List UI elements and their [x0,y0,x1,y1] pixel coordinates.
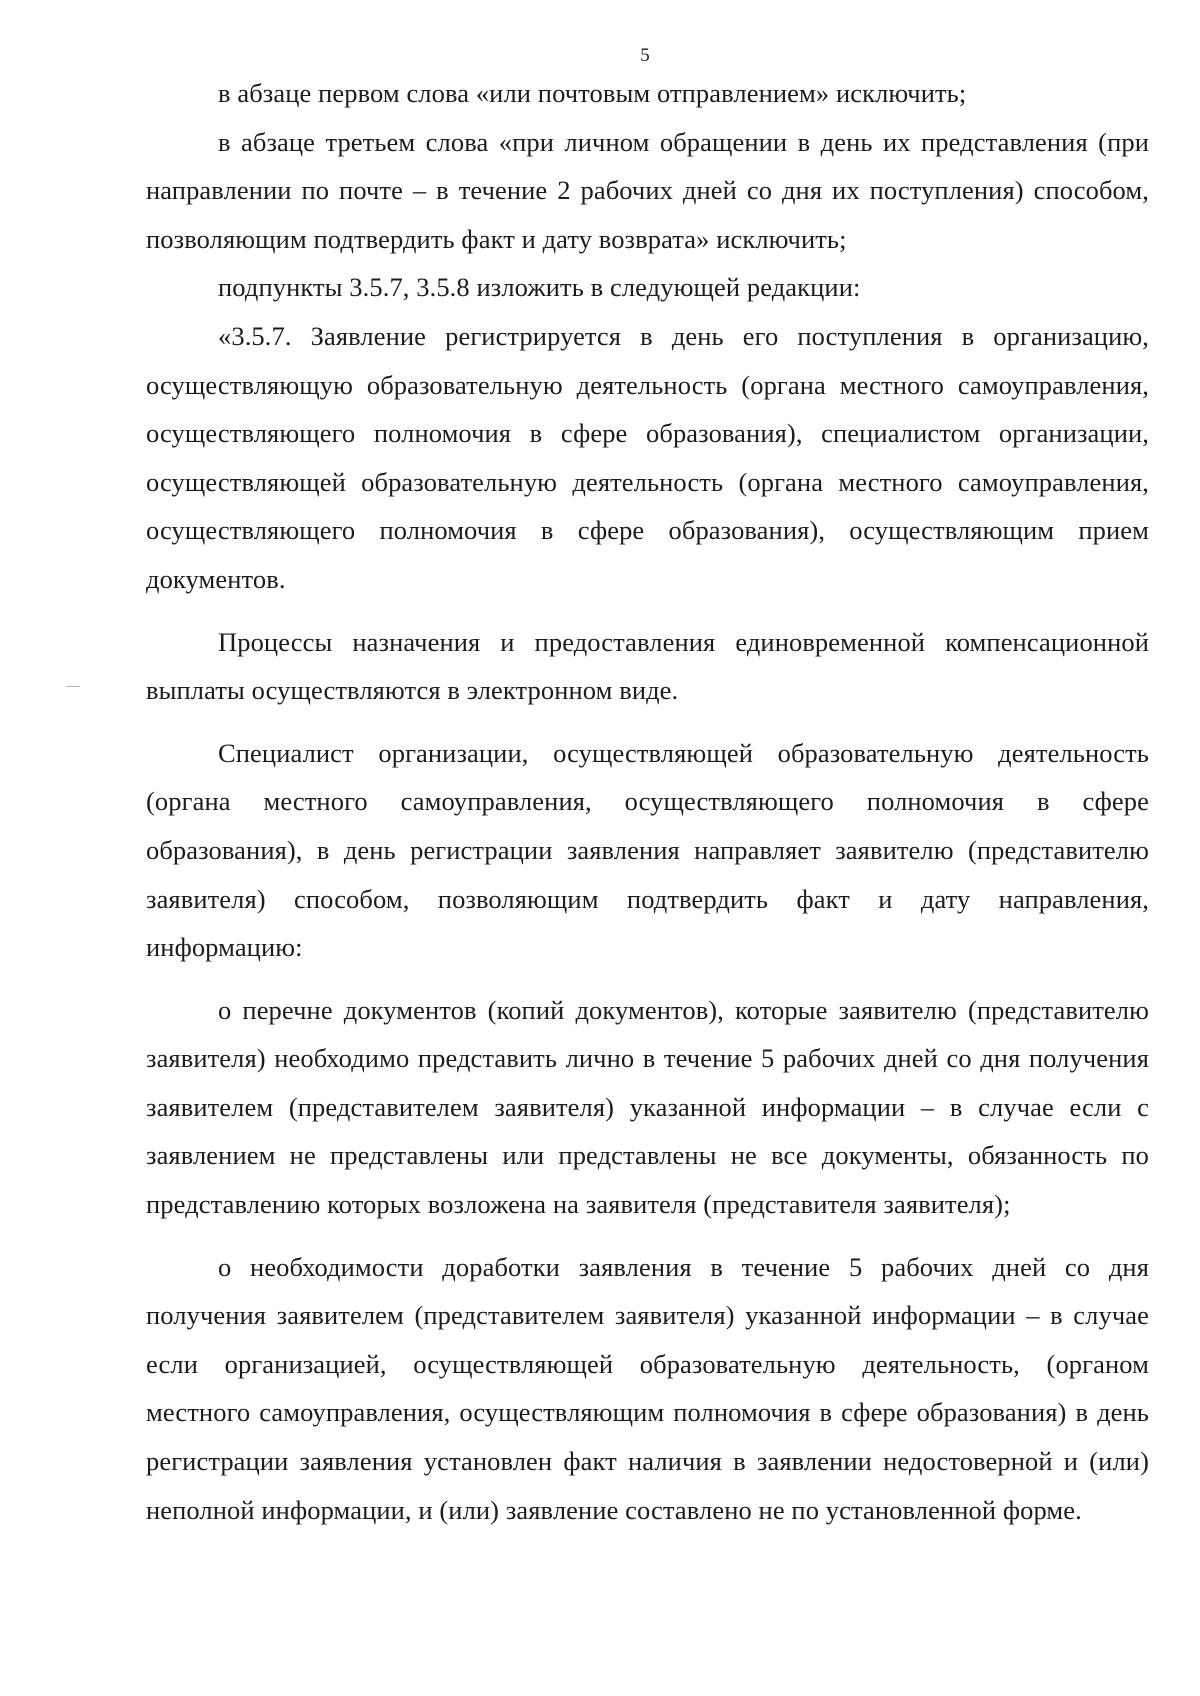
paragraph-3: подпункты 3.5.7, 3.5.8 изложить в следующей редакции: [218,272,861,303]
paragraph-5: Процессы назначения и предоставления единовременной компенсационной выплаты осуществляются в электронном виде. [146,626,1149,706]
paragraph-2: в абзаце третьем слова «при личном обращении в день их представления (при направлении по почте – в течение 2 рабочих дней со дня их поступления) способом, позволяющим подтвердить факт и дату возврата» исключить; [146,126,1149,254]
paragraph-4: «3.5.7. Заявление регистрируется в день его поступления в организацию, осуществляющую образовательную деятельность (органа местного самоуправления, осуществляющего полномочия в сфере образования), специалистом организации, осуществляющей образовательную деятельность (органа местного самоуправления, осуществляющего полномочия в сфере образования), осуществляющим прием документов. [146,320,1149,594]
paragraph-8: о необходимости доработки заявления в течение 5 рабочих дней со дня получения заявителем (представителем заявителя) указанной информации – в случае если организацией, осуществляющей образовательную деятельность, (органом местного самоуправления, осуществляющим полномочия в сфере образования) в день регистрации заявления установлен факт наличия в заявлении недостоверной и (или) неполной информации, и (или) заявление составлено не по установленной форме. [146,1251,1149,1525]
document-body [146,69,1149,1534]
paragraph-1: в абзаце первом слова «или почтовым отправлением» исключить; [218,78,967,108]
paragraph-6: Специалист организации, осуществляющей образовательную деятельность (органа местного самоуправления, осуществляющего полномочия в сфере образования), в день регистрации заявления направляет заявителю (представителю заявителя) способом, позволяющим подтвердить факт и дату направления, информацию: [146,737,1149,963]
page-number: 5 [640,45,650,66]
scan-artifact [66,686,80,687]
paragraph-7: о перечне документов (копий документов), которые заявителю (представителю заявителя) необходимо представить лично в течение 5 рабочих дней со дня получения заявителем (представителем заявителя) указанной информации – в случае если с заявлением не представлены или представлены не все документы, обязанность по представлению которых возложена на заявителя (представителя заявителя); [146,994,1149,1220]
